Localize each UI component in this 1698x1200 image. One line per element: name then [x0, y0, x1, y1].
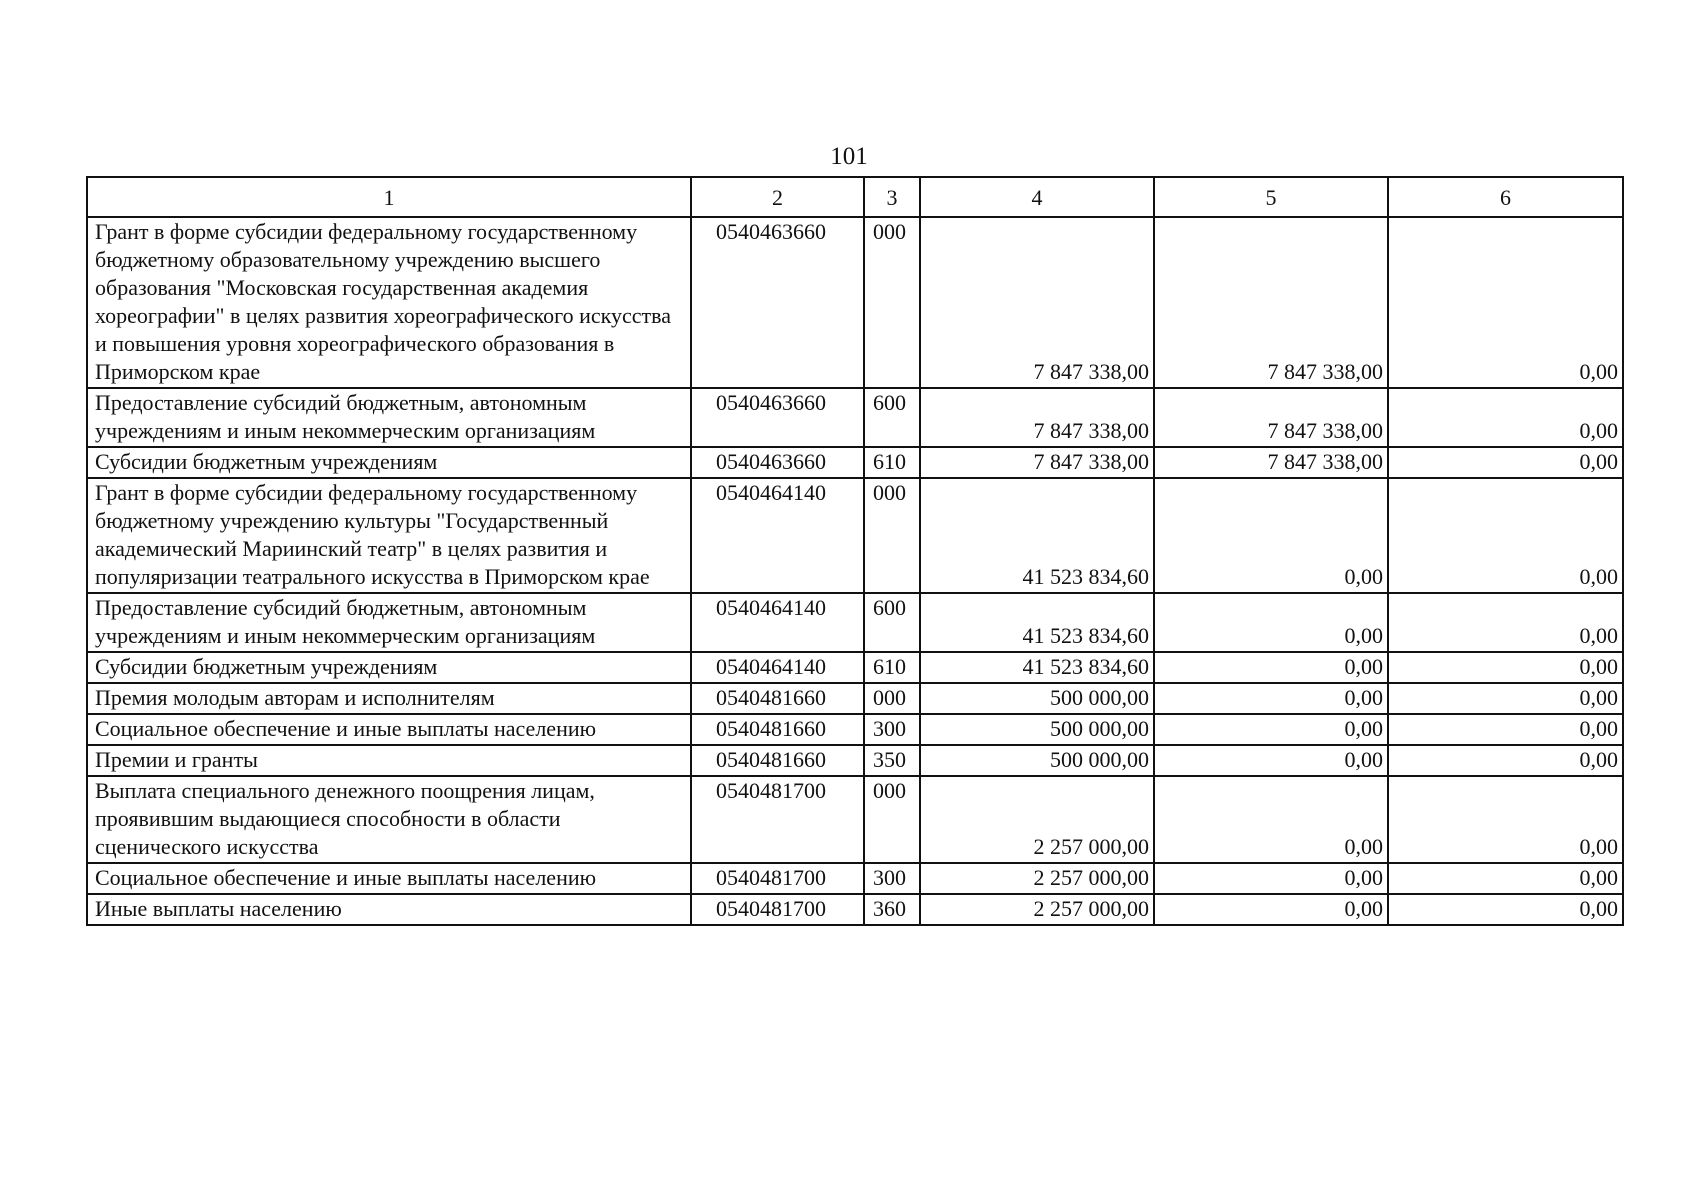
- row-value-5: 0,00: [1154, 863, 1388, 894]
- row-type: 000: [864, 478, 920, 593]
- row-value-4: 500 000,00: [920, 745, 1154, 776]
- row-type: 350: [864, 745, 920, 776]
- row-name: Грант в форме субсидии федеральному государственному бюджетному учреждению культуры "Государственный академический Мариинский театр" в целях развития и популяризации театрального искусства в Приморском крае: [87, 478, 691, 593]
- row-name: Предоставление субсидий бюджетным, автономным учреждениям и иным некоммерческим организациям: [87, 593, 691, 652]
- row-value-4: 500 000,00: [920, 714, 1154, 745]
- row-value-5: 7 847 338,00: [1154, 388, 1388, 447]
- row-type: 000: [864, 683, 920, 714]
- table-row: [87, 683, 1623, 714]
- row-code: 0540464140: [691, 652, 864, 683]
- table-row: [87, 388, 1623, 447]
- row-value-5: 0,00: [1154, 745, 1388, 776]
- row-type: 360: [864, 894, 920, 925]
- row-value-6: 0,00: [1388, 894, 1623, 925]
- table-row: [87, 447, 1623, 478]
- row-code: 0540463660: [691, 217, 864, 388]
- column-header-5: 5: [1154, 177, 1388, 217]
- row-value-4: 7 847 338,00: [920, 388, 1154, 447]
- row-value-6: 0,00: [1388, 714, 1623, 745]
- row-value-6: 0,00: [1388, 683, 1623, 714]
- column-header-6: 6: [1388, 177, 1623, 217]
- table-row: [87, 776, 1623, 863]
- row-code: 0540464140: [691, 593, 864, 652]
- row-name: Субсидии бюджетным учреждениям: [87, 447, 691, 478]
- table-row: [87, 652, 1623, 683]
- row-value-5: 7 847 338,00: [1154, 447, 1388, 478]
- row-code: 0540481700: [691, 863, 864, 894]
- row-value-4: 41 523 834,60: [920, 652, 1154, 683]
- row-code: 0540481660: [691, 683, 864, 714]
- row-value-4: 2 257 000,00: [920, 776, 1154, 863]
- row-value-6: 0,00: [1388, 745, 1623, 776]
- row-code: 0540464140: [691, 478, 864, 593]
- row-name: Грант в форме субсидии федеральному государственному бюджетному образовательному учреждению высшего образования "Московская государственная академия хореографии" в целях развития хореографического искусства и повышения уровня хореографического образования в Приморском крае: [87, 217, 691, 388]
- row-type: 600: [864, 593, 920, 652]
- row-value-4: 7 847 338,00: [920, 217, 1154, 388]
- row-type: 610: [864, 652, 920, 683]
- row-type: 000: [864, 217, 920, 388]
- row-name: Иные выплаты населению: [87, 894, 691, 925]
- table-row: [87, 863, 1623, 894]
- row-value-5: 7 847 338,00: [1154, 217, 1388, 388]
- header-row: [87, 177, 1623, 217]
- row-name: Премии и гранты: [87, 745, 691, 776]
- row-value-6: 0,00: [1388, 776, 1623, 863]
- row-name: Социальное обеспечение и иные выплаты населению: [87, 863, 691, 894]
- row-code: 0540481660: [691, 745, 864, 776]
- row-name: Социальное обеспечение и иные выплаты населению: [87, 714, 691, 745]
- row-name: Предоставление субсидий бюджетным, автономным учреждениям и иным некоммерческим организациям: [87, 388, 691, 447]
- row-type: 300: [864, 863, 920, 894]
- row-code: 0540481700: [691, 894, 864, 925]
- column-header-4: 4: [920, 177, 1154, 217]
- row-value-6: 0,00: [1388, 388, 1623, 447]
- row-name: Премия молодым авторам и исполнителям: [87, 683, 691, 714]
- row-value-6: 0,00: [1388, 217, 1623, 388]
- row-name: Выплата специального денежного поощрения лицам, проявившим выдающиеся способности в области сценического искусства: [87, 776, 691, 863]
- row-value-4: 2 257 000,00: [920, 894, 1154, 925]
- column-header-2: 2: [691, 177, 864, 217]
- row-value-4: 500 000,00: [920, 683, 1154, 714]
- row-type: 610: [864, 447, 920, 478]
- page-number: 101: [830, 143, 868, 170]
- column-header-3: 3: [864, 177, 920, 217]
- row-value-6: 0,00: [1388, 478, 1623, 593]
- row-value-6: 0,00: [1388, 593, 1623, 652]
- row-name: Субсидии бюджетным учреждениям: [87, 652, 691, 683]
- row-value-6: 0,00: [1388, 652, 1623, 683]
- row-value-5: 0,00: [1154, 894, 1388, 925]
- row-code: 0540481660: [691, 714, 864, 745]
- row-type: 600: [864, 388, 920, 447]
- row-code: 0540481700: [691, 776, 864, 863]
- row-code: 0540463660: [691, 388, 864, 447]
- table-row: [87, 745, 1623, 776]
- row-type: 000: [864, 776, 920, 863]
- table-row: [87, 593, 1623, 652]
- row-value-5: 0,00: [1154, 683, 1388, 714]
- table-row: [87, 478, 1623, 593]
- row-value-4: 41 523 834,60: [920, 593, 1154, 652]
- row-value-5: 0,00: [1154, 478, 1388, 593]
- table-row: [87, 714, 1623, 745]
- row-value-5: 0,00: [1154, 776, 1388, 863]
- table-row: [87, 217, 1623, 388]
- budget-table: [86, 176, 1624, 926]
- row-type: 300: [864, 714, 920, 745]
- row-value-5: 0,00: [1154, 714, 1388, 745]
- row-value-4: 41 523 834,60: [920, 478, 1154, 593]
- column-header-1: 1: [87, 177, 691, 217]
- row-value-5: 0,00: [1154, 593, 1388, 652]
- table-row: [87, 894, 1623, 925]
- row-value-6: 0,00: [1388, 447, 1623, 478]
- row-value-6: 0,00: [1388, 863, 1623, 894]
- row-value-4: 7 847 338,00: [920, 447, 1154, 478]
- row-code: 0540463660: [691, 447, 864, 478]
- row-value-4: 2 257 000,00: [920, 863, 1154, 894]
- row-value-5: 0,00: [1154, 652, 1388, 683]
